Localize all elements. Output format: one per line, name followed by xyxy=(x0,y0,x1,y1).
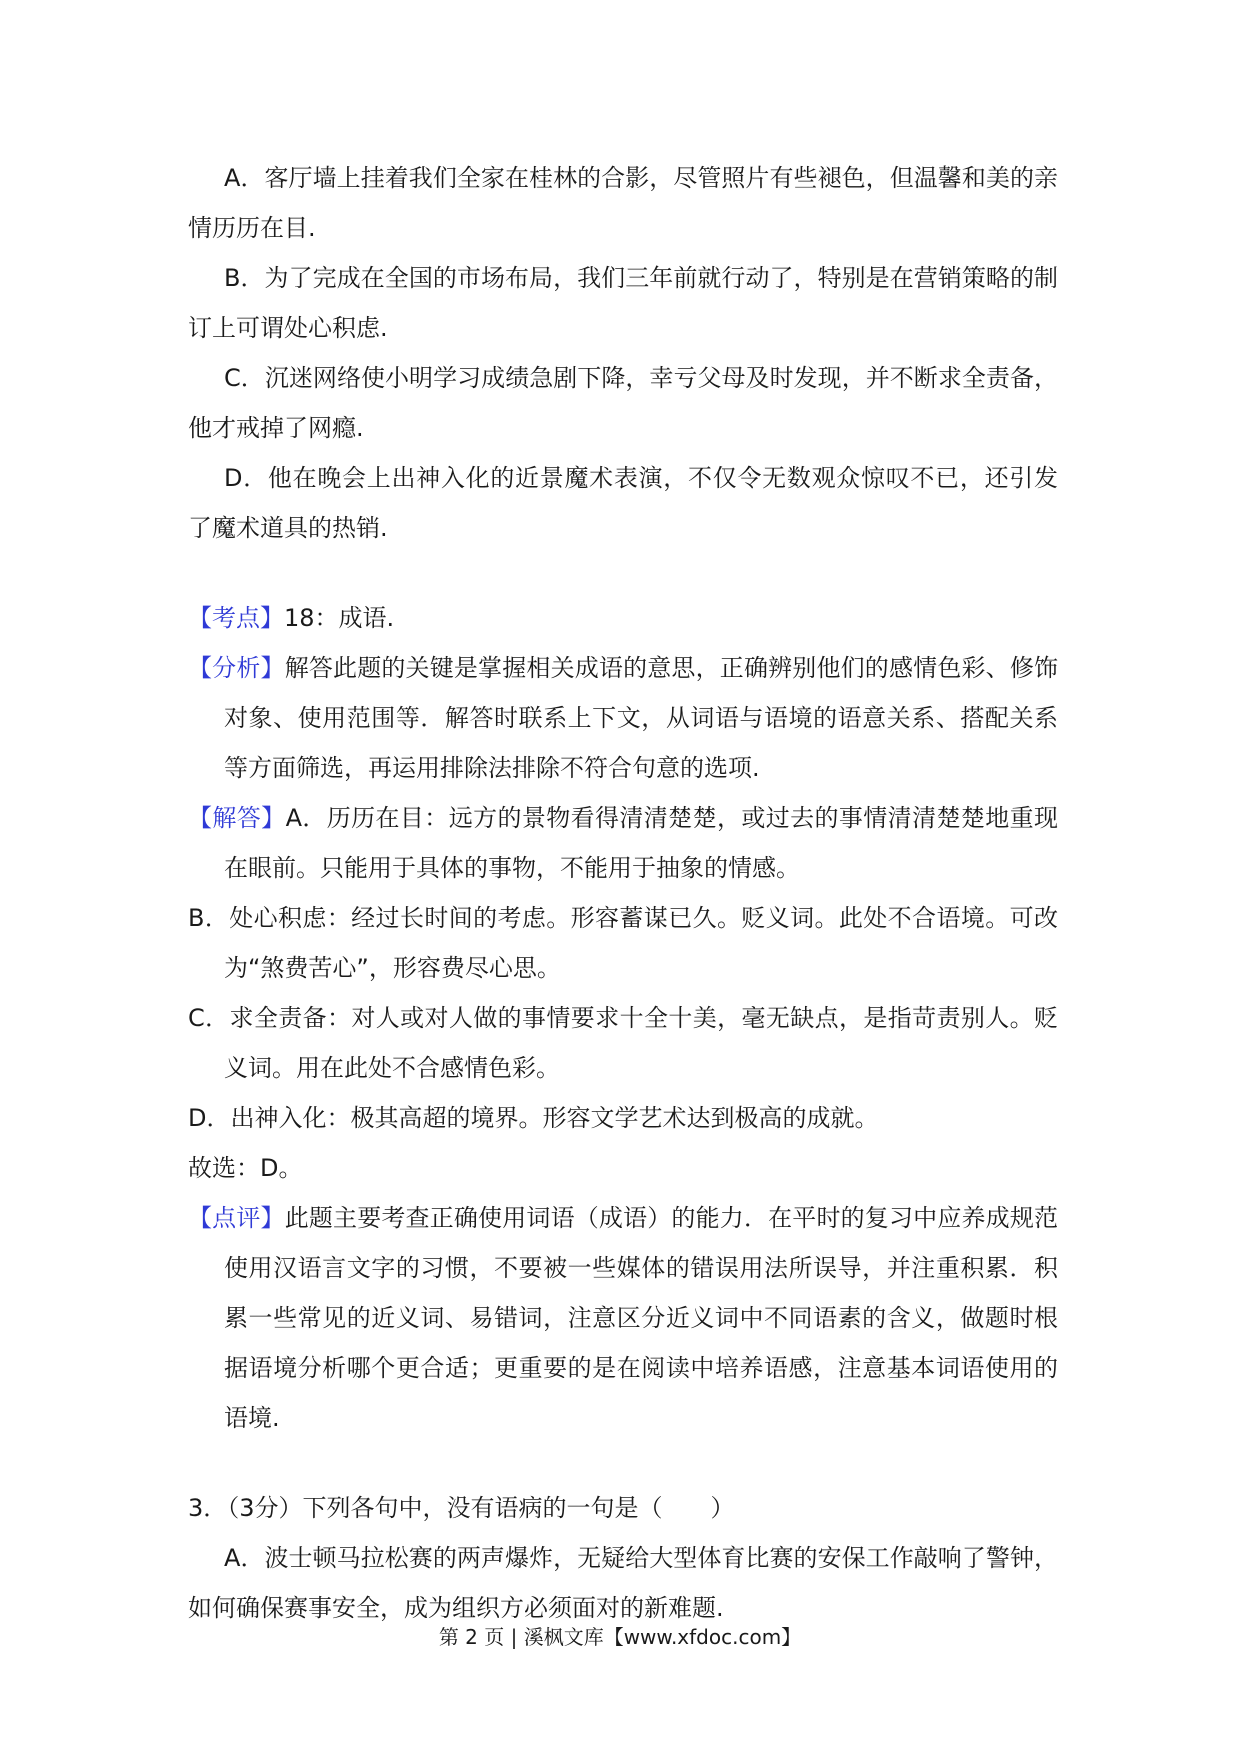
fenxi-tag: 【分析】 xyxy=(188,654,285,682)
page-content xyxy=(188,153,1058,1633)
answer-line: 故选：D。 xyxy=(188,1154,303,1182)
analysis-line-c: C．求全责备：对人或对人做的事情要求十全十美，毫无缺点，是指苛责别人。贬义词。用在此处不合感情色彩。 xyxy=(188,1004,1058,1082)
question-3-stem: 3．（3分）下列各句中，没有语病的一句是（ ） xyxy=(188,1494,735,1522)
question-3-option-a: A．波士顿马拉松赛的两声爆炸，无疑给大型体育比赛的安保工作敲响了警钟，如何确保赛事安全，成为组织方必须面对的新难题. xyxy=(188,1544,1058,1622)
dianping-section xyxy=(188,1193,1058,1443)
page-footer: 第 2 页 | 溪枫文库【www.xfdoc.com】 xyxy=(438,1625,802,1649)
analysis-line-b: B．处心积虑：经过长时间的考虑。形容蓄谋已久。贬义词。此处不合语境。可改为“煞费苦心”，形容费尽心思。 xyxy=(188,904,1058,982)
kaodian-tag: 【考点】 xyxy=(188,604,284,632)
dianping-text: 此题主要考查正确使用词语（成语）的能力．在平时的复习中应养成规范使用汉语言文字的习惯，不要被一些媒体的错误用法所误导，并注重积累．积累一些常见的近义词、易错词，注意区分近义词中不同语素的含义，做题时根据语境分析哪个更合适；更重要的是在阅读中培养语感，注意基本词语使用的语境. xyxy=(224,1204,1058,1432)
fenxi-text: 解答此题的关键是掌握相关成语的意思，正确辨别他们的感情色彩、修饰对象、使用范围等．解答时联系上下文，从词语与语境的语意关系、搭配关系等方面筛选，再运用排除法排除不符合句意的选项. xyxy=(224,654,1058,782)
option-d: D．他在晚会上出神入化的近景魔术表演，不仅令无数观众惊叹不已，还引发了魔术道具的热销. xyxy=(188,464,1058,542)
jieda-section xyxy=(188,793,1058,893)
option-c: C．沉迷网络使小明学习成绩急剧下降，幸亏父母及时发现，并不断求全责备，他才戒掉了网瘾. xyxy=(188,364,1058,442)
jieda-tag: 【解答】 xyxy=(188,804,286,832)
option-a: A．客厅墙上挂着我们全家在桂林的合影，尽管照片有些褪色，但温馨和美的亲情历历在目. xyxy=(188,164,1058,242)
jieda-text: A．历历在目：远方的景物看得清清楚楚，或过去的事情清清楚楚地重现在眼前。只能用于具体的事物，不能用于抽象的情感。 xyxy=(224,804,1059,882)
dianping-tag: 【点评】 xyxy=(188,1204,285,1232)
kaodian-text: 18：成语. xyxy=(284,604,395,632)
kaodian-section xyxy=(188,593,1058,643)
option-b: B．为了完成在全国的市场布局，我们三年前就行动了，特别是在营销策略的制订上可谓处心积虑. xyxy=(188,264,1058,342)
analysis-line-d: D．出神入化：极其高超的境界。形容文学艺术达到极高的成就。 xyxy=(188,1104,879,1132)
fenxi-section xyxy=(188,643,1058,793)
